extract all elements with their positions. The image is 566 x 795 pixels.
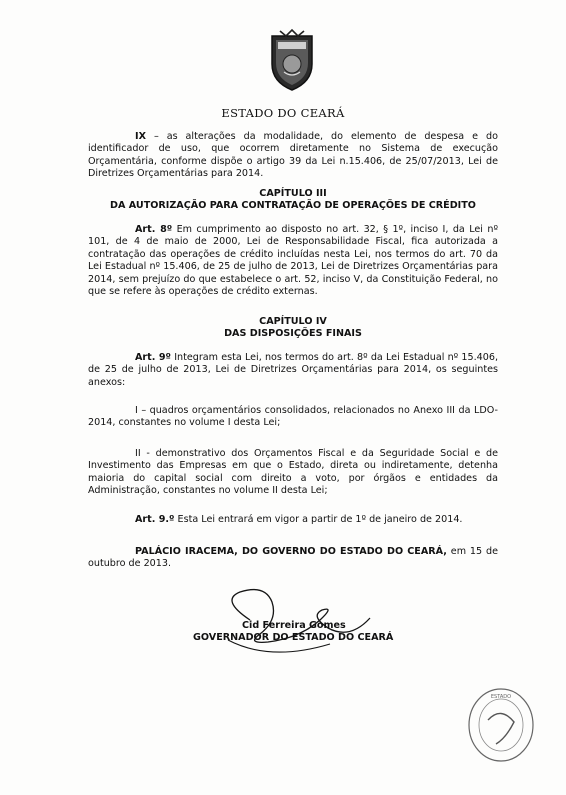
closing-bold: PALÁCIO IRACEMA, DO GOVERNO DO ESTADO DO CEARÁ, [135,546,447,557]
chapter-3-number: CAPÍTULO III [259,188,327,199]
article-9-paragraph [88,352,498,389]
section-ix-text: – as alterações da modalidade, do elemento de despesa e do identificador de uso, que ocorrem diretamente no Sistema de execução Orçamentária, conforme dispõe o artigo 39 da Lei n.15.406, de 25/07/2013, Lei de Diretrizes Orçamentárias para 2014. [88,131,498,180]
coat-of-arms-icon [262,28,322,92]
svg-text:ESTADO: ESTADO [490,694,512,700]
signatory-name: Cid Ferreira Gomes [242,620,346,631]
article-8-text: Em cumprimento ao disposto no art. 32, § 1º, inciso I, da Lei nº 101, de 4 de maio de 2000, Lei de Responsabilidade Fiscal, fica autorizada a contratação das operações de crédito incluídas nesta Lei, nos termos do art. 70 da Lei Estadual nº 15.406, de 25 de julho de 2013, Lei de Diretrizes Orçamentárias para 2014, sem prejuízo do que estabelece o art. 52, inciso V, da Constituição Federal, no que se refere às operações de crédito externas. [88,224,498,298]
article-8-paragraph [88,224,498,298]
article-8-label: Art. 8º [135,224,173,235]
closing-paragraph [88,546,498,571]
article-9-text: Integram esta Lei, nos termos do art. 8º da Lei Estadual nº 15.406, de 25 de julho de 2013, Lei de Diretrizes Orçamentárias para 2014, os seguintes anexos: [88,352,498,388]
chapter-3-title: DA AUTORIZAÇÃO PARA CONTRATAÇÃO DE OPERAÇÕES DE CRÉDITO [110,200,476,211]
chapter-4-title: DAS DISPOSIÇÕES FINAIS [224,328,362,339]
chapter-4-number: CAPÍTULO IV [259,316,327,327]
official-seal-icon [466,686,536,764]
state-title: ESTADO DO CEARÁ [221,106,345,120]
article-9a-paragraph [88,514,498,526]
annex-2-paragraph: II - demonstrativo dos Orçamentos Fiscal e da Seguridade Social e de Investimento das Empresas em que o Estado, direta ou indiretamente, detenha maioria do capital social com direito a voto, por órgãos e entidades da Administração, constantes no volume II desta Lei; [88,448,498,497]
annex-1-paragraph: I – quadros orçamentários consolidados, relacionados no Anexo III da LDO-2014, constantes no volume I desta Lei; [88,405,498,429]
article-9-label: Art. 9º [135,352,171,363]
closing-text: em 15 de outubro de 2013. [88,546,498,570]
section-ix-paragraph [88,131,498,181]
article-9a-text: Esta Lei entrará em vigor a partir de 1º de janeiro de 2014. [174,514,463,525]
article-9a-label: Art. 9.º [135,514,175,525]
signatory-title: GOVERNADOR DO ESTADO DO CEARÁ [193,632,394,643]
section-ix-marker: IX [135,131,146,142]
